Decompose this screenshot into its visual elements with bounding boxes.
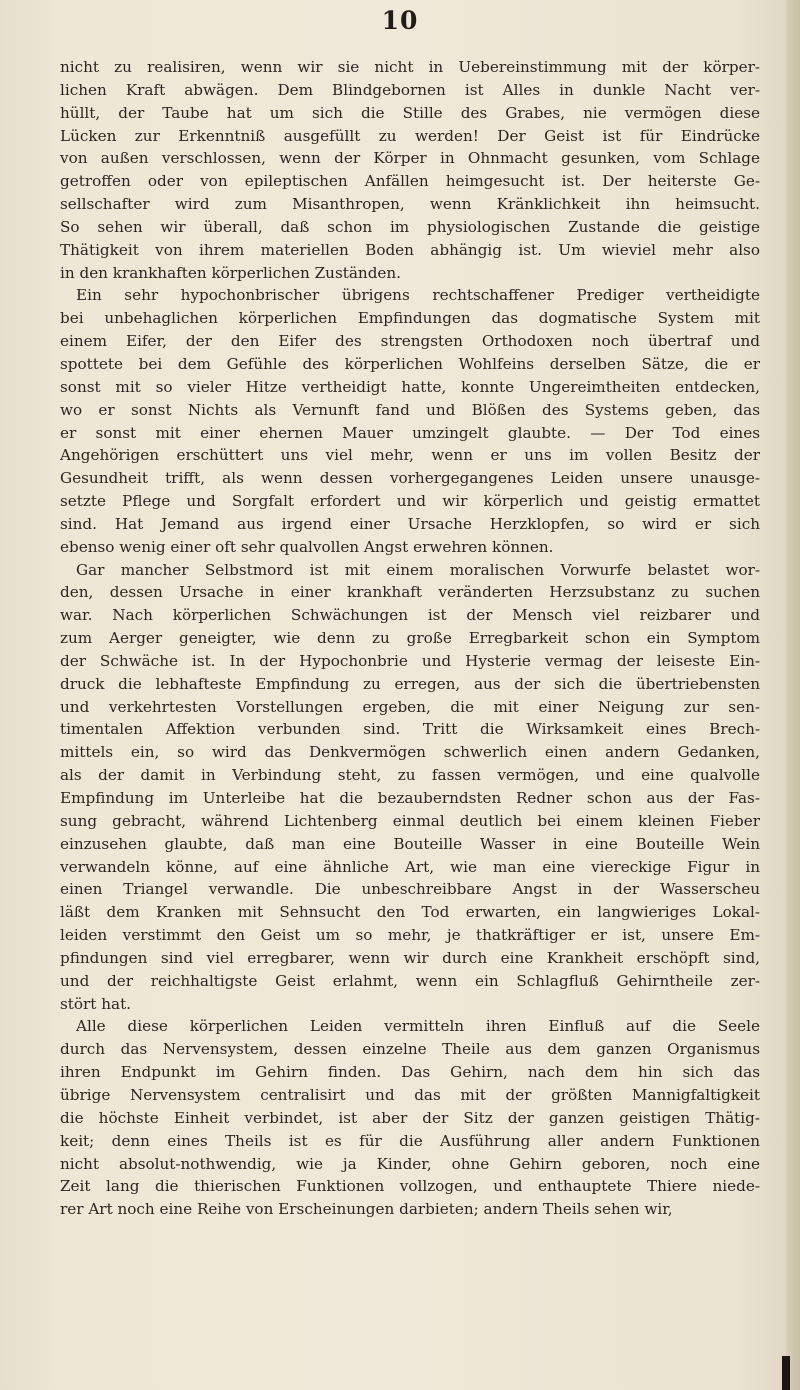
text-line: ihren Endpunkt im Gehirn finden. Das Gehirn, nach dem hin sich das	[60, 1063, 760, 1082]
text-line: durch das Nervensystem, dessen einzelne Theile aus dem ganzen Organismus	[60, 1040, 760, 1059]
paragraph	[60, 284, 760, 558]
paragraph	[60, 559, 760, 1016]
text-line: bei unbehaglichen körperlichen Empfindungen das dogmatische System mit	[60, 309, 760, 328]
text-line: leiden verstimmt den Geist um so mehr, je thatkräftiger er ist, unsere Em-	[60, 926, 760, 945]
text-line: wo er sonst Nichts als Vernunft fand und Blößen des Systems geben, das	[60, 400, 760, 419]
paragraph	[60, 56, 760, 284]
text-line: setzte Pflege und Sorgfalt erfordert und wir körperlich und geistig ermattet	[60, 492, 760, 511]
text-line: Thätigkeit von ihrem materiellen Boden abhängig ist. Um wieviel mehr also	[60, 240, 760, 259]
text-line: nicht absolut-nothwendig, wie ja Kinder, ohne Gehirn geboren, noch eine	[60, 1154, 760, 1173]
text-line: übrige Nervensystem centralisirt und das mit der größten Mannigfaltigkeit	[60, 1085, 760, 1104]
text-line: hüllt, der Taube hat um sich die Stille des Grabes, nie vermögen diese	[60, 103, 760, 122]
text-line: einen Triangel verwandle. Die unbeschreibbare Angst in der Wasserscheu	[60, 880, 760, 899]
text-line: den, dessen Ursache in einer krankhaft veränderten Herzsubstanz zu suchen	[60, 583, 760, 602]
text-line: druck die lebhafteste Empfindung zu erregen, aus der sich die übertriebensten	[60, 674, 760, 693]
text-line: verwandeln könne, auf eine ähnliche Art, wie man eine viereckige Figur in	[60, 857, 760, 876]
text-line: der Schwäche ist. In der Hypochonbrie und Hysterie vermag der leiseste Ein-	[60, 651, 760, 670]
text-line: Gar mancher Selbstmord ist mit einem moralischen Vorwurfe belastet wor-	[76, 560, 760, 579]
text-line: sonst mit so vieler Hitze vertheidigt hatte, konnte Ungereimtheiten entdecken,	[60, 377, 760, 396]
text-line: einzusehen glaubte, daß man eine Bouteille Wasser in eine Bouteille Wein	[60, 834, 760, 853]
body-text	[60, 56, 760, 1221]
text-line: von außen verschlossen, wenn der Körper in Ohnmacht gesunken, vom Schlage	[60, 149, 760, 168]
text-line: und der reichhaltigste Geist erlahmt, wenn ein Schlagfluß Gehirntheile zer-	[60, 971, 760, 990]
text-line: keit; denn eines Theils ist es für die Ausführung aller andern Funktionen	[60, 1131, 760, 1150]
text-line: sellschafter wird zum Misanthropen, wenn Kränklichkeit ihn heimsucht.	[60, 195, 760, 214]
text-line: er sonst mit einer ehernen Mauer umzingelt glaubte. — Der Tod eines	[60, 423, 760, 442]
text-line: timentalen Affektion verbunden sind. Tritt die Wirksamkeit eines Brech-	[60, 720, 760, 739]
text-line: lichen Kraft abwägen. Dem Blindgebornen ist Alles in dunkle Nacht ver-	[60, 80, 760, 99]
text-line: Angehörigen erschüttert uns viel mehr, wenn er uns im vollen Besitz der	[60, 446, 760, 465]
text-line: läßt dem Kranken mit Sehnsucht den Tod erwarten, ein langwieriges Lokal-	[60, 903, 760, 922]
text-line: als der damit in Verbindung steht, zu fassen vermögen, und eine qualvolle	[60, 766, 760, 785]
text-line: Gesundheit trifft, als wenn dessen vorhergegangenes Leiden unsere unausge-	[60, 469, 760, 488]
text-line: spottete bei dem Gefühle des körperlichen Wohlfeins derselben Sätze, die er	[60, 354, 760, 373]
text-line: getroffen oder von epileptischen Anfällen heimgesucht ist. Der heiterste Ge-	[60, 172, 760, 191]
text-line: Ein sehr hypochonbrischer übrigens rechtschaffener Prediger vertheidigte	[76, 286, 760, 305]
text-line: nicht zu realisiren, wenn wir sie nicht in Uebereinstimmung mit der körper-	[60, 58, 760, 76]
text-line: ebenso wenig einer oft sehr qualvollen Angst erwehren können.	[60, 537, 554, 556]
paragraph	[60, 1015, 760, 1221]
text-line: war. Nach körperlichen Schwächungen ist der Mensch viel reizbarer und	[60, 606, 760, 625]
text-line: rer Art noch eine Reihe von Erscheinungen darbieten; andern Theils sehen wir,	[60, 1200, 673, 1219]
text-line: Lücken zur Erkenntniß ausgefüllt zu werden! Der Geist ist für Eindrücke	[60, 126, 760, 145]
page-number: 10	[381, 6, 419, 35]
text-line: zum Aerger geneigter, wie denn zu große Erregbarkeit schon ein Symptom	[60, 629, 760, 648]
text-line: und verkehrtesten Vorstellungen ergeben, die mit einer Neigung zur sen-	[60, 697, 760, 716]
text-line: mittels ein, so wird das Denkvermögen schwerlich einen andern Gedanken,	[60, 743, 760, 762]
text-line: Alle diese körperlichen Leiden vermitteln ihren Einfluß auf die Seele	[76, 1017, 760, 1036]
text-line: So sehen wir überall, daß schon im physiologischen Zustande die geistige	[60, 217, 760, 236]
text-line: sind. Hat Jemand aus irgend einer Ursache Herzklopfen, so wird er sich	[60, 514, 760, 533]
page-edge-shadow	[786, 0, 800, 1390]
text-line: Empfindung im Unterleibe hat die bezauberndsten Redner schon aus der Fas-	[60, 789, 760, 807]
text-line: pfindungen sind viel erregbarer, wenn wir durch eine Krankheit erschöpft sind,	[60, 948, 760, 967]
text-line: einem Eifer, der den Eifer des strengsten Orthodoxen noch übertraf und	[60, 332, 760, 351]
scan-corner-mark	[782, 1356, 790, 1390]
text-line: die höchste Einheit verbindet, ist aber der Sitz der ganzen geistigen Thätig-	[60, 1108, 760, 1127]
text-line: sung gebracht, während Lichtenberg einmal deutlich bei einem kleinen Fieber	[60, 811, 760, 830]
text-line: stört hat.	[60, 994, 131, 1013]
text-line: in den krankhaften körperlichen Zuständen.	[60, 263, 402, 282]
text-line: Zeit lang die thierischen Funktionen vollzogen, und enthauptete Thiere niede-	[60, 1177, 760, 1196]
